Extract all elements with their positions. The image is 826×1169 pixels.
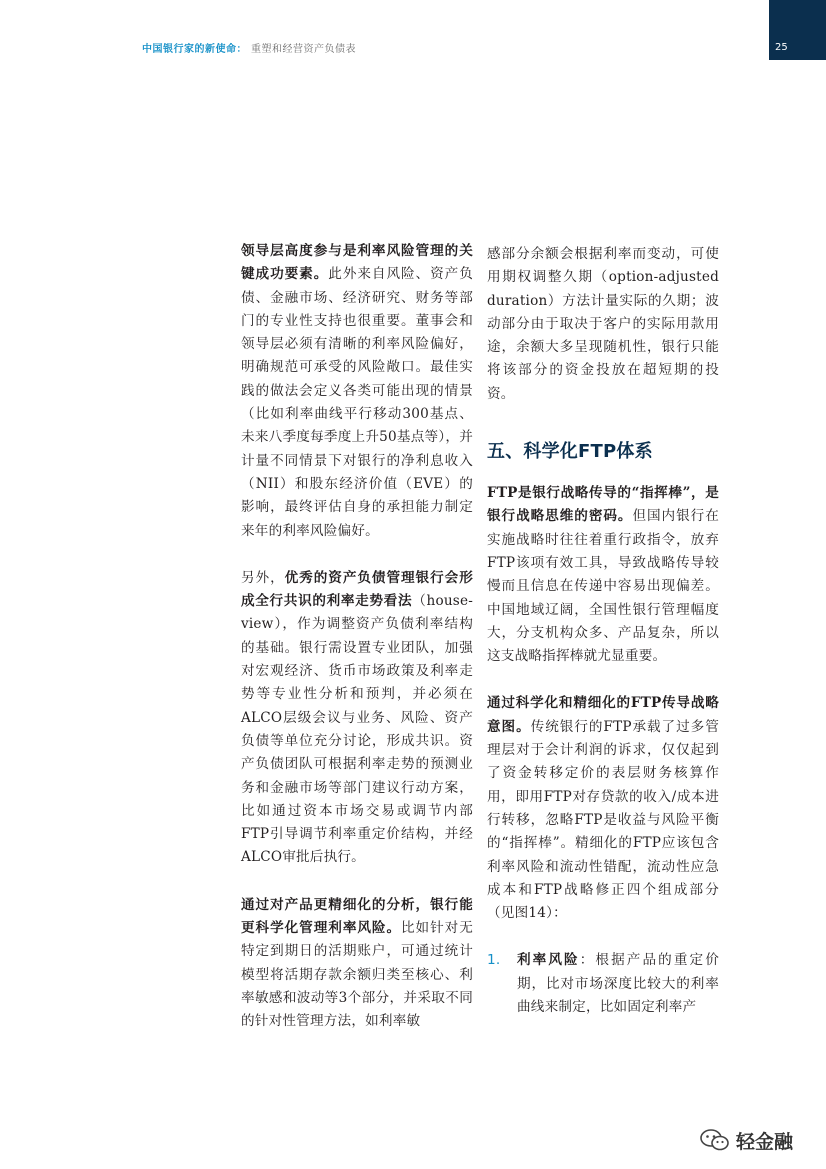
running-title: [142, 40, 356, 55]
paragraph-continuation-text: 感部分余额会根据利率而变动，可使用期权调整久期（option-adjusted duration）方法计量实际的久期；波动部分由于取决于客户的实际用款用途，余额大多呈现随机性，银行只能将该部分的资金投放在超短期的投资。: [487, 246, 719, 402]
running-title-sub: 重塑和经营资产负债表: [251, 44, 356, 55]
paragraph-product-analysis: [241, 894, 473, 1034]
paragraph-leadership: [241, 240, 473, 543]
paragraph-house-view-text: （house-view），作为调整资产负债利率结构的基础。银行需设置专业团队，加强对宏观经济、货币市场政策及利率走势等专业性分析和预判，并必须在ALCO层级会议与业务、风险、资产负债等单位充分讨论，形成共识。资产负债团队可根据利率走势的预测业务和金融市场等部门建议行动方案，比如通过资本市场交易或调节内部FTP引导调节利率重定价结构，并经ALCO审批后执行。: [241, 593, 473, 866]
paragraph-house-view: [241, 567, 473, 870]
list-item-body: [517, 949, 719, 1019]
paragraph-house-view-lead: 另外，: [241, 569, 285, 586]
right-column: [487, 243, 719, 1019]
paragraph-house-view-bold: 优秀的资产负债管理银行会形成全行共识的利率走势看法: [241, 569, 473, 610]
page-number: 25: [775, 42, 788, 53]
list-item-text: ：根据产品的重定价期，比对市场深度比较大的利率曲线来制定，比如固定利率产: [517, 952, 719, 1016]
paragraph-ftp-baton-bold: FTP是银行战略传导的“指挥棒”，是银行战略思维的密码。: [487, 485, 719, 525]
wechat-icon: [700, 1128, 730, 1152]
paragraph-ftp-baton-text: 但国内银行在实施战略时往往着重行政指令，放弃FTP该项有效工具，导致战略传导较慢而且信息在传递中容易出现偏差。中国地域辽阔，全国性银行管理幅度大，分支机构众多、产品复杂，所以这支战略指挥棒就尤显重要。: [487, 508, 719, 665]
section-heading-ftp: 五、科学化FTP体系: [487, 441, 653, 463]
watermark: [700, 1127, 793, 1153]
paragraph-ftp-strategy-text: 传统银行的FTP承载了过多管理层对于会计利润的诉求，仅仅起到了资金转移定价的表层财务核算作用，即用FTP对存贷款的收入/成本进行转移，忽略FTP是收益与风险平衡的“指挥棒”。精细化的FTP应该包含利率风险和流动性错配，流动性应急成本和FTP战略修正四个组成部分（见图14）：: [487, 718, 719, 922]
running-title-main: 中国银行家的新使命：: [142, 44, 247, 55]
paragraph-continuation: [487, 243, 719, 406]
paragraph-ftp-strategy-bold: 通过科学化和精细化的FTP传导战略意图。: [487, 695, 719, 735]
paragraph-ftp-baton: [487, 482, 719, 668]
page-header: [0, 0, 826, 62]
left-column: [241, 240, 473, 1055]
watermark-text: 轻金融: [736, 1130, 794, 1153]
paragraph-ftp-strategy: [487, 692, 719, 925]
paragraph-product-analysis-text: 比如针对无特定到期日的活期账户，可通过统计模型将活期存款余额归类至核心、利率敏感和波动等3个部分，并采取不同的针对性管理方法，如利率敏: [241, 920, 473, 1030]
paragraph-leadership-bold: 领导层高度参与是利率风险管理的关键成功要素。: [241, 243, 473, 283]
paragraph-leadership-text: 此外来自风险、资产负债、金融市场、经济研究、财务等部门的专业性支持也很重要。董事会和领导层必须有清晰的利率风险偏好，明确规范可承受的风险敞口。最佳实践的做法会定义各类可能出现的情景（比如利率曲线平行移动300基点、未来八季度每季度上升50基点等），并计量不同情景下对银行的净利息收入（NII）和股东经济价值（EVE）的影响，最终评估自身的承担能力制定来年的利率风险偏好。: [241, 266, 473, 539]
list-item-bold: 利率风险: [517, 952, 580, 969]
paragraph-product-analysis-bold: 通过对产品更精细化的分析，银行能更科学化管理利率风险。: [241, 896, 473, 937]
list-item: [487, 949, 719, 1019]
page-number-tab: [769, 0, 826, 60]
list-item-number: 1.: [487, 952, 501, 969]
